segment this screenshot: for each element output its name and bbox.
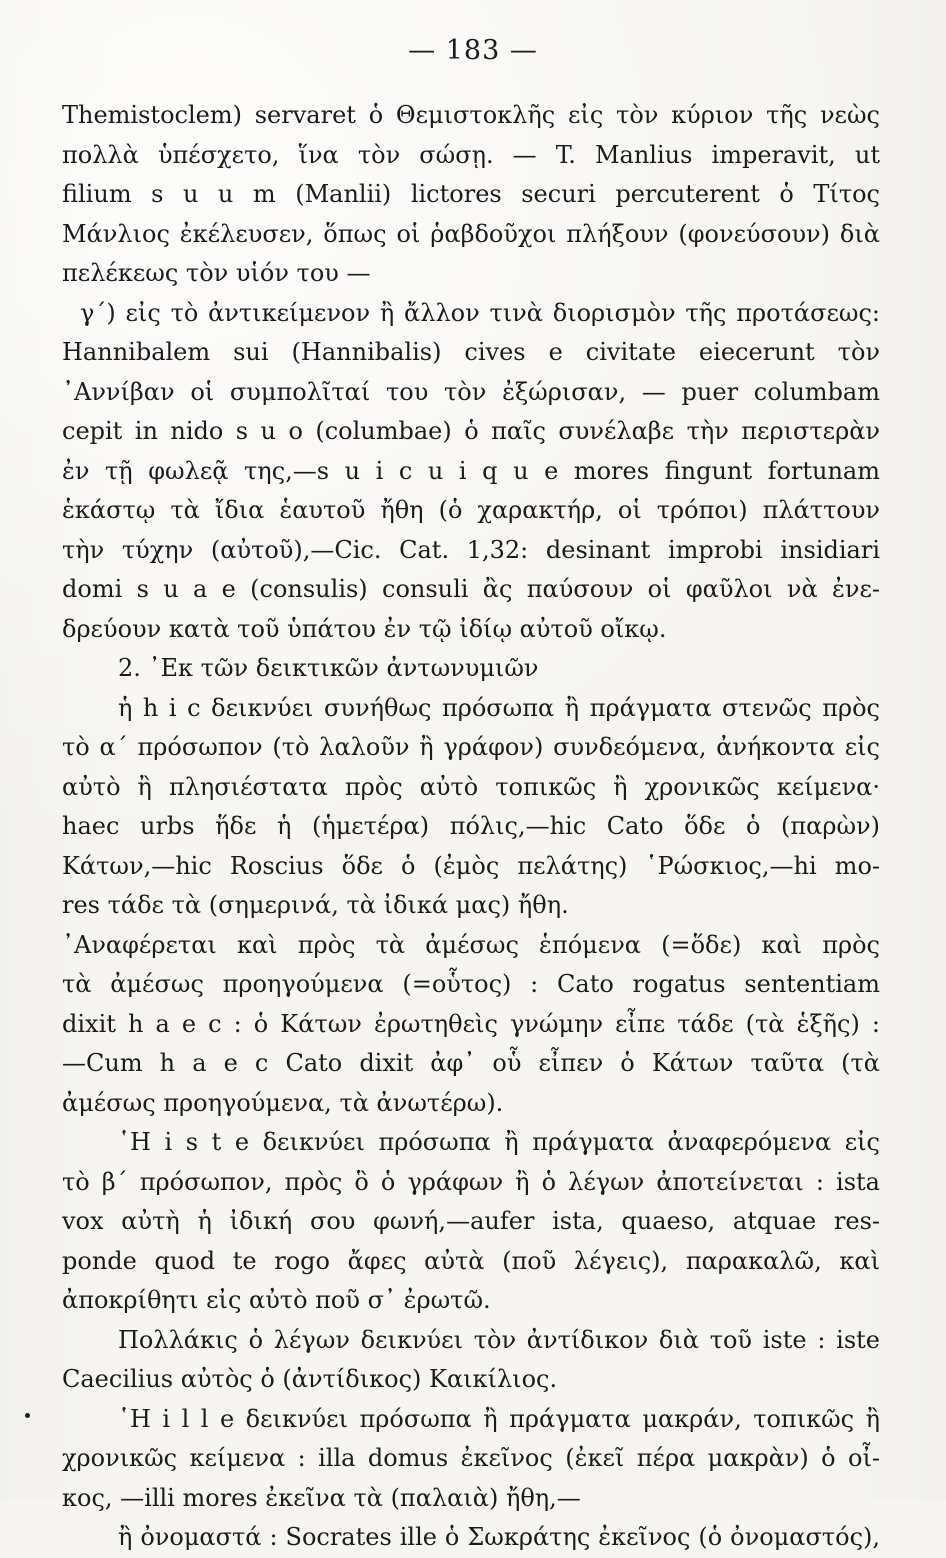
text-line-9: cepit in nido s u o (columbae) ὁ παῖς συνέλαβε τὴν περιστερὰν [62,417,880,445]
text-line-5: πελέκεως τὸν υἱόν του — [62,259,371,287]
text-line-23: τὰ ἀμέσως προηγούμενα (=οὗτος) : Cato rogatus sententiam [62,970,880,998]
text-line-3: filium s u u m (Manlii) lictores securi percuterent ὁ Τίτος [62,180,880,208]
text-line-18: αὐτὸ ἢ πλησιέστατα πρὸς αὐτὸ τοπικῶς ἢ χρονικῶς κείμενα· [62,772,880,801]
text-line-28: τὸ β΄ πρόσωπον, πρὸς ὃ ὁ γράφων ἢ ὁ λέγων ἀποτείνεται : ista [62,1167,880,1196]
text-line-12: τὴν τύχην (αὐτοῦ),—Cic. Cat. 1,32: desinant improbi insidiari [62,535,880,564]
text-line-32: Πολλάκις ὁ λέγων δεικνύει τὸν ἀντίδικον διὰ τοῦ iste : iste [118,1325,880,1354]
text-line-4: Μάνλιος ἐκέλευσεν, ὅπως οἱ ῥαβδοῦχοι πλήξουν (φονεύσουν) διὰ [62,219,880,248]
text-line-8: ᾿Αννίβαν οἱ συμπολῖταί του τὸν ἐξώρισαν, — puer columbam [62,377,880,406]
text-line-11: ἑκάστῳ τὰ ἴδια ἑαυτοῦ ἤθη (ὁ χαρακτήρ, οἱ τρόποι) πλάττουν [62,496,880,524]
text-line-26: ἀμέσως προηγούμενα, τὰ ἀνωτέρω). [62,1088,504,1117]
text-line-27: ῾Η i s t e δεικνύει πρόσωπα ἢ πράγματα ἀναφερόμενα εἰς [118,1128,880,1156]
text-line-20: Κάτων,—hic Roscius ὅδε ὁ (ἐμὸς πελάτης) ῾Ρώσκιος,—hi mo- [62,851,880,880]
text-line-31: ἀποκρίθητι εἰς αὐτὸ ποῦ σ᾿ ἐρωτῶ. [62,1286,491,1314]
margin-dot [25,1413,30,1418]
text-line-37: ἢ ὀνομαστά : Socrates ille ὁ Σωκράτης ἐκεῖνος (ὁ ὀνομαστός), [118,1523,880,1551]
text-line-33: Caecilius αὐτὸς ὁ (ἀντίδικος) Καικίλιος. [62,1365,558,1393]
text-line-7: Hannibalem sui (Hannibalis) cives e civitate eiecerunt τὸν [62,338,880,366]
text-line-15: 2. ᾿Εκ τῶν δεικτικῶν ἀντωνυμιῶν [118,654,539,682]
text-line-2: πολλὰ ὑπέσχετο, ἵνα τὸν σώσῃ. — T. Manlius imperavit, ut [62,140,880,169]
text-line-29: vox αὐτὴ ἡ ἰδική σου φωνή,—aufer ista, quaeso, atquae res- [62,1207,880,1235]
text-line-1: Themistoclem) servaret ὁ Θεμιστοκλῆς εἰς τὸν κύριον τῆς νεὼς [62,101,880,129]
text-line-22: ᾿Αναφέρεται καὶ πρὸς τὰ ἀμέσως ἑπόμενα (=ὅδε) καὶ πρὸς [62,930,880,959]
text-line-17: τὸ α΄ πρόσωπον (τὸ λαλοῦν ἢ γράφον) συνδεόμενα, ἀνήκοντα εἰς [62,733,880,761]
page-number: — 183 — [408,35,538,66]
text-line-19: haec urbs ἥδε ἡ (ἡμετέρα) πόλις,—hic Cato ὅδε ὁ (παρὼν) [62,812,880,840]
text-line-24: dixit h a e c : ὁ Κάτων ἐρωτηθεὶς γνώμην εἶπε τάδε (τὰ ἑξῆς) : [62,1009,880,1038]
text-line-6: γ΄) εἰς τὸ ἀντικείμενον ἢ ἄλλον τινὰ διορισμὸν τῆς προτάσεως: [80,298,880,327]
text-line-21: res τάδε τὰ (σημερινά, τὰ ἰδικά μας) ἤθη. [62,891,569,919]
text-line-16: ἡ h i c δεικνύει συνήθως πρόσωπα ἢ πράγματα στενῶς πρὸς [118,693,880,722]
text-line-36: κος, —illi mores ἐκεῖνα τὰ (παλαιὰ) ἤθη,— [62,1483,581,1512]
text-line-35: χρονικῶς κείμενα : illa domus ἐκεῖνος (ἐκεῖ πέρα μακρὰν) ὁ οἶ- [62,1444,880,1472]
text-line-30: ponde quod te rogo ἄφες αὐτὰ (ποῦ λέγεις), παρακαλῶ, καὶ [62,1246,880,1275]
text-line-10: ἐν τῇ φωλεᾷ της,—s u i c u i q u e mores fingunt fortunam [62,456,880,485]
text-line-13: domi s u a e (consulis) consuli ἂς παύσουν οἱ φαῦλοι νὰ ἐνε- [62,575,880,603]
main-text [62,96,880,1558]
text-line-34: ῾Η i l l e δεικνύει πρόσωπα ἢ πράγματα μακράν, τοπικῶς ἢ [118,1404,880,1433]
text-line-25: —Cum h a e c Cato dixit ἀφ᾿ οὗ εἶπεν ὁ Κάτων ταῦτα (τὰ [62,1049,880,1077]
text-line-14: δρεύουν κατὰ τοῦ ὑπάτου ἐν τῷ ἰδίῳ αὐτοῦ οἴκῳ. [62,614,667,643]
